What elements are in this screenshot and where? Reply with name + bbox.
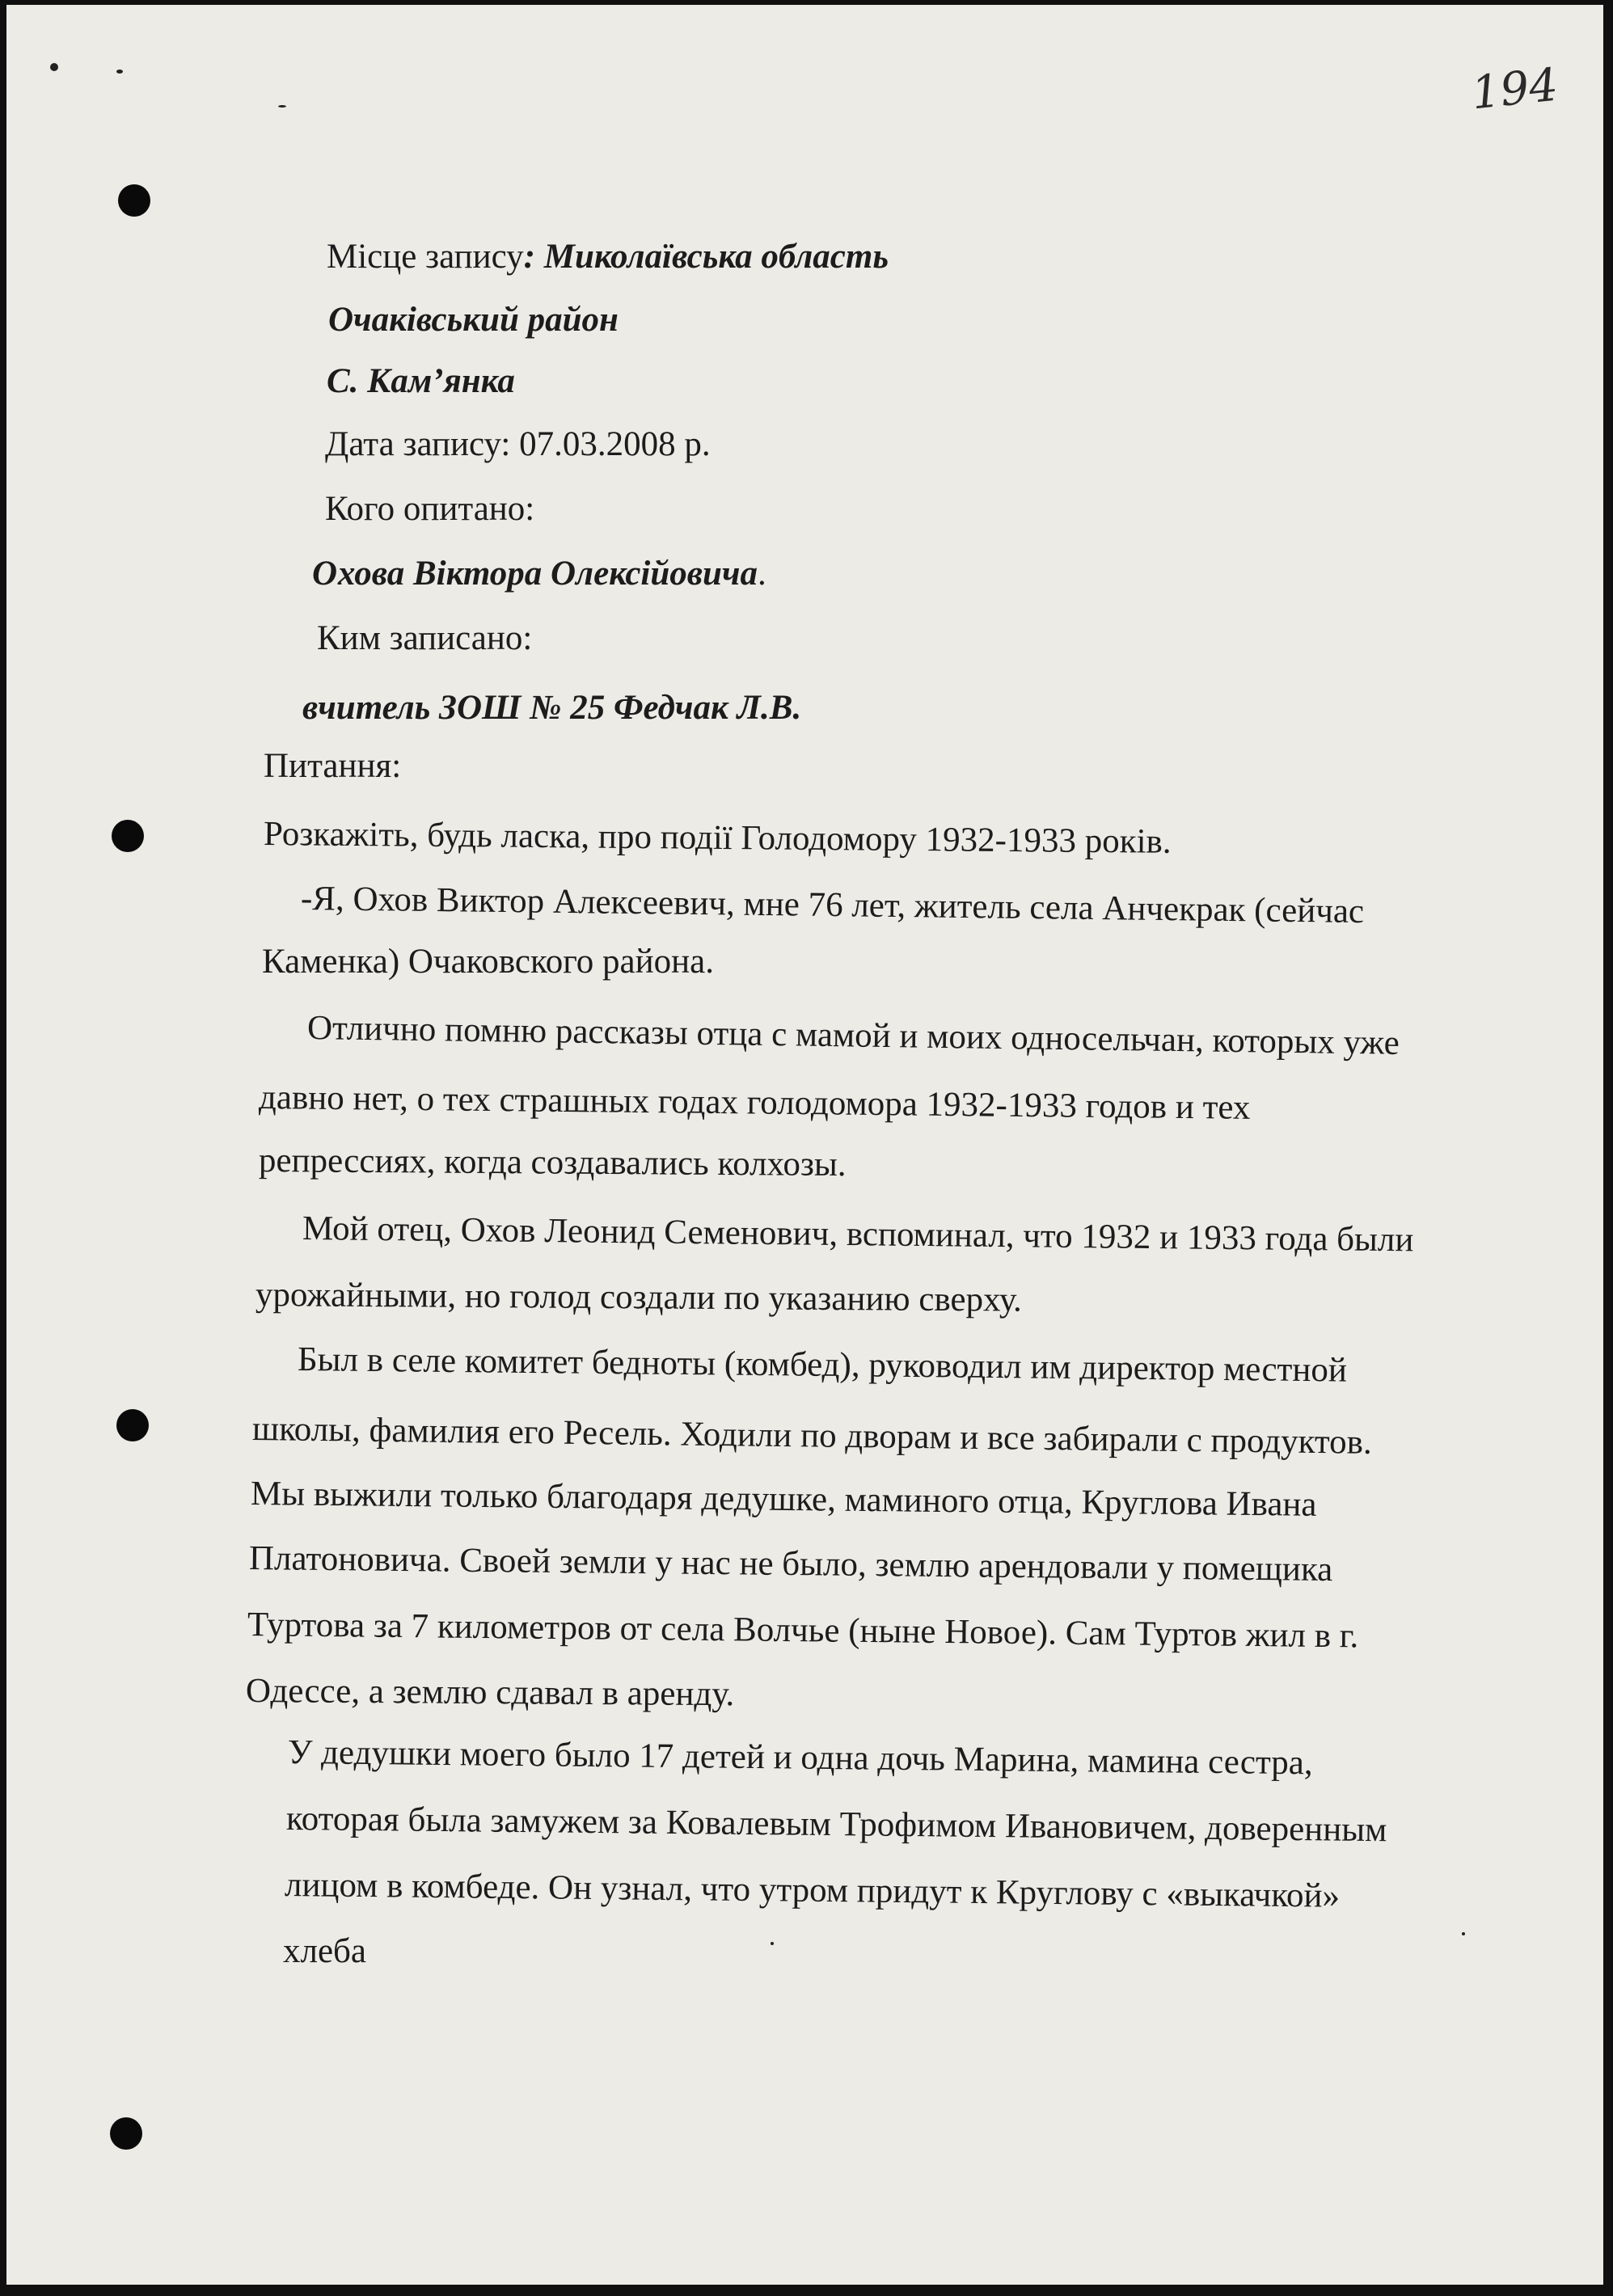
record-date: Дата запису: 07.03.2008 р. xyxy=(325,425,711,463)
recorder-name: вчитель ЗОШ № 25 Федчак Л.В. xyxy=(302,689,802,727)
interviewee-name: Охова Віктора Олексійовича xyxy=(312,555,758,593)
punch-hole-4 xyxy=(110,2117,142,2150)
record-place-label: Місце запису xyxy=(327,238,524,276)
punch-hole-1 xyxy=(118,184,150,217)
answer-line: урожайными, но голод создали по указанию сверху. xyxy=(255,1276,1023,1319)
answer-line: Одессе, а землю сдавал в аренду. xyxy=(245,1672,735,1714)
answer-line: школы, фамилия его Ресель. Ходили по дворам и все забирали с продуктов. xyxy=(251,1410,1373,1462)
document-page xyxy=(6,5,1603,2285)
interviewee-line xyxy=(312,553,766,595)
answer-line: которая была замужем за Ковалевым Трофимом Ивановичем, доверенным xyxy=(285,1800,1387,1850)
answer-line: У дедушки моего было 17 детей и одна дочь Марина, мамина сестра, xyxy=(287,1733,1313,1783)
record-place-village: С. Кам’янка xyxy=(327,362,515,400)
answer-line: Отлично помню рассказы отца с мамой и моих односельчан, которых уже xyxy=(306,1009,1400,1062)
record-place-line xyxy=(327,236,889,278)
answer-line: Был в селе комитет бедноты (комбед), руководил им директор местной xyxy=(297,1340,1348,1390)
record-place-region: : Миколаївська область xyxy=(523,238,889,276)
scan-speck xyxy=(116,70,123,74)
answer-line: хлеба xyxy=(283,1932,367,1970)
scan-speck xyxy=(50,63,58,71)
record-place-district: Очаківський район xyxy=(328,301,619,339)
question-label: Питання: xyxy=(264,747,402,785)
scan-speck xyxy=(1462,1932,1465,1935)
recorder-label: Ким записано: xyxy=(317,619,533,657)
interviewee-label: Кого опитано: xyxy=(325,490,535,528)
answer-line: репрессиях, когда создавались колхозы. xyxy=(258,1142,847,1184)
interviewee-period: . xyxy=(757,555,766,593)
scan-speck xyxy=(278,105,286,108)
answer-line: Каменка) Очаковского района. xyxy=(262,943,714,981)
answer-line: Платоновича. Своей земли у нас не было, землю арендовали у помещика xyxy=(248,1539,1333,1589)
punch-hole-2 xyxy=(112,820,144,852)
answer-line: лицом в комбеде. Он узнал, что утром придут к Круглову с «выкачкой» xyxy=(284,1866,1341,1915)
answer-line: Мы выжили только благодаря дедушке, маминого отца, Круглова Ивана xyxy=(250,1475,1317,1524)
scan-speck xyxy=(771,1942,774,1945)
answer-line: давно нет, о тех страшных годах голодомора 1932-1933 годов и тех xyxy=(258,1078,1251,1127)
page-number: 194 xyxy=(1468,58,1560,120)
punch-hole-3 xyxy=(116,1409,149,1441)
answer-line: Туртова за 7 километров от села Волчье (ныне Новое). Сам Туртов жил в г. xyxy=(247,1606,1359,1656)
answer-line: Мой отец, Охов Леонид Семенович, вспоминал, что 1932 и 1933 года были xyxy=(302,1209,1414,1260)
question-text: Розкажіть, будь ласка, про події Голодомору 1932-1933 років. xyxy=(263,815,1172,861)
answer-line: -Я, Охов Виктор Алексеевич, мне 76 лет, житель села Анчекрак (сейчас xyxy=(300,880,1365,931)
